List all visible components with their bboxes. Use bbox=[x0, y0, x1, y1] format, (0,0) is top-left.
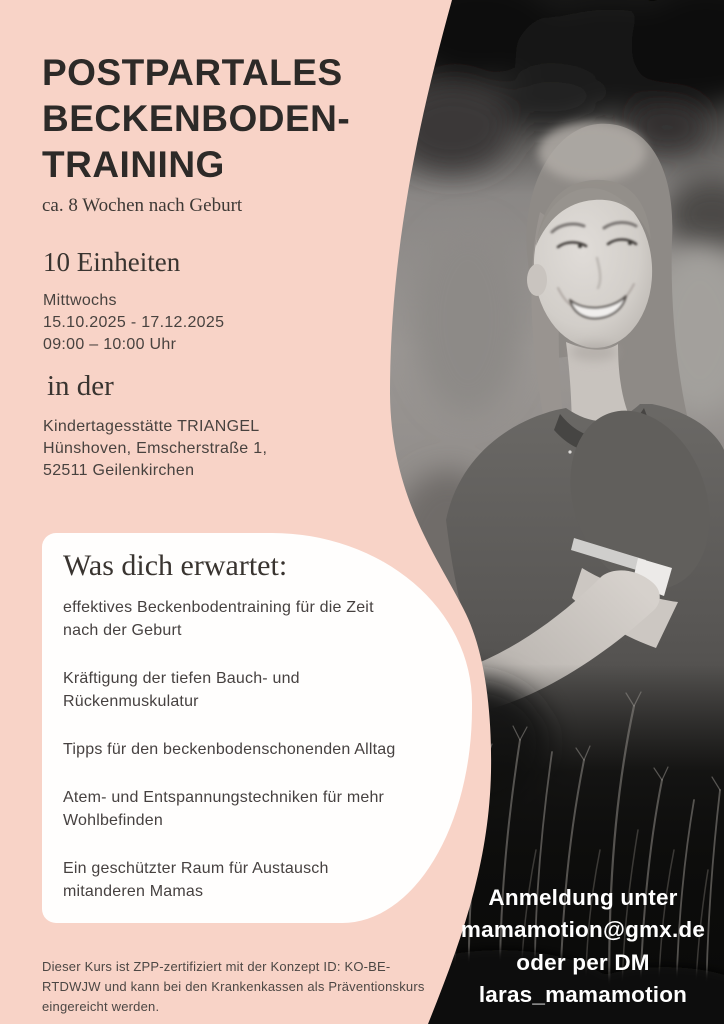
schedule-time: 09:00 – 10:00 Uhr bbox=[43, 336, 177, 353]
disclaimer-line: Dieser Kurs ist ZPP-zertifiziert mit der Konzept ID: KO-BE- bbox=[42, 959, 391, 974]
expectation-line: Ein geschützter Raum für Austausch bbox=[63, 860, 329, 877]
contact-line: Anmeldung unter bbox=[488, 885, 678, 910]
expectation-line: Kräftigung der tiefen Bauch- und bbox=[63, 670, 300, 687]
expectation-item bbox=[63, 786, 446, 832]
expectation-line: nach der Geburt bbox=[63, 622, 182, 639]
contact-line: oder per DM bbox=[516, 949, 650, 975]
disclaimer-line: eingereicht werden. bbox=[42, 999, 160, 1014]
contact-email: mamamotion@gmx.de bbox=[460, 917, 706, 943]
expectation-item bbox=[63, 738, 446, 761]
contact-instagram-handle: laras_mamamotion bbox=[478, 982, 688, 1008]
expectation-item bbox=[63, 596, 446, 642]
title-block bbox=[42, 50, 350, 217]
title-line: BECKENBODEN- bbox=[42, 98, 351, 139]
schedule-day: Mittwochs bbox=[43, 292, 117, 309]
page-title bbox=[42, 50, 350, 188]
expectation-line: Atem- und Entspannungstechniken für mehr bbox=[63, 789, 385, 806]
schedule-lines bbox=[43, 290, 224, 356]
location-city: 52511 Geilenkirchen bbox=[43, 462, 195, 479]
schedule-dates: 15.10.2025 - 17.12.2025 bbox=[43, 314, 225, 331]
location-address bbox=[43, 416, 267, 482]
expectation-line: Wohlbefinden bbox=[63, 812, 163, 829]
expectation-item bbox=[63, 857, 446, 903]
expectation-line: Rückenmuskulatur bbox=[63, 693, 199, 710]
title-line: POSTPARTALES bbox=[42, 52, 343, 93]
registration-contact bbox=[444, 882, 722, 1012]
location-intro: in der bbox=[47, 370, 114, 402]
expectations-box bbox=[42, 533, 472, 923]
expectations-heading: Was dich erwartet: bbox=[63, 549, 288, 582]
expectation-line: Tipps für den beckenbodenschonenden Alltag bbox=[63, 741, 396, 758]
sessions-heading: 10 Einheiten bbox=[43, 247, 181, 277]
location-name: Kindertagesstätte TRIANGEL bbox=[43, 418, 260, 435]
title-subtitle: ca. 8 Wochen nach Geburt bbox=[42, 195, 243, 216]
expectation-line: mitanderen Mamas bbox=[63, 883, 204, 900]
location-street: Hünshoven, Emscherstraße 1, bbox=[43, 440, 268, 457]
sessions-section bbox=[43, 247, 224, 356]
expectation-line: effektives Beckenbodentraining für die Zeit bbox=[63, 599, 374, 616]
location-section bbox=[43, 370, 267, 482]
zpp-disclaimer bbox=[42, 957, 432, 1017]
title-line: TRAINING bbox=[42, 144, 225, 185]
expectation-item bbox=[63, 667, 446, 713]
disclaimer-line: RTDWJW und kann bei den Krankenkassen als Präventionskurs bbox=[42, 979, 425, 994]
